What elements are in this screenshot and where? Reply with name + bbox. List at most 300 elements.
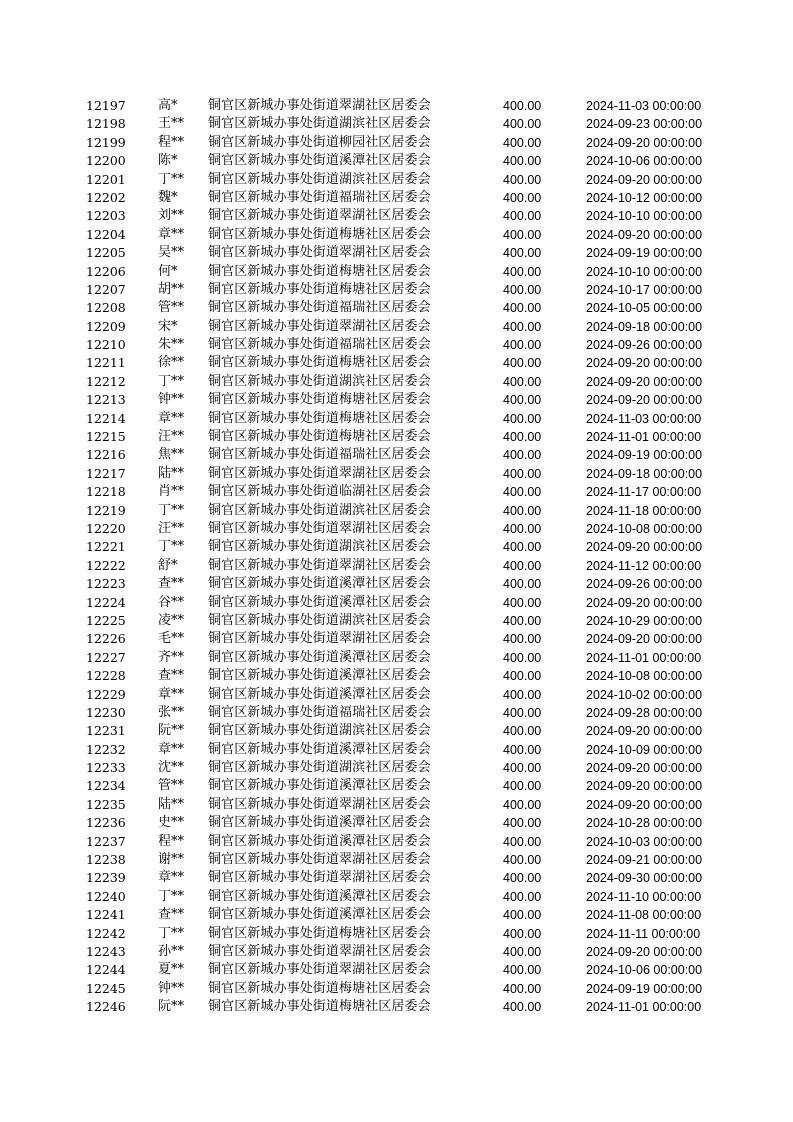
record-id: 12208 [86, 300, 126, 316]
issue-date: 2024-10-17 00:00:00 [586, 282, 703, 297]
record-id: 12227 [86, 649, 126, 665]
community-committee: 铜官区新城办事处街道翠湖社区居委会 [208, 631, 431, 647]
recipient-name: 齐** [158, 649, 185, 665]
issue-date: 2024-11-10 00:00:00 [586, 889, 702, 904]
community-committee: 铜官区新城办事处街道梅塘社区居委会 [208, 281, 431, 297]
amount: 400.00 [503, 908, 542, 923]
table-row [0, 318, 793, 336]
amount: 400.00 [503, 190, 542, 205]
amount: 400.00 [503, 613, 542, 628]
amount: 400.00 [503, 135, 542, 150]
table-row [0, 980, 793, 998]
table-row [0, 814, 793, 832]
record-id: 12228 [86, 668, 126, 684]
record-id: 12201 [86, 171, 126, 187]
amount: 400.00 [503, 117, 542, 132]
amount: 400.00 [503, 319, 542, 334]
table-row [0, 428, 793, 446]
table-row [0, 97, 793, 115]
community-committee: 铜官区新城办事处街道翠湖社区居委会 [208, 962, 431, 978]
amount: 400.00 [503, 669, 542, 684]
table-row [0, 557, 793, 575]
table-row [0, 189, 793, 207]
table-row [0, 502, 793, 520]
amount: 400.00 [503, 558, 542, 573]
table-row [0, 171, 793, 189]
issue-date: 2024-10-28 00:00:00 [586, 816, 703, 831]
community-committee: 铜官区新城办事处街道湖滨社区居委会 [208, 502, 431, 518]
table-row [0, 612, 793, 630]
issue-date: 2024-09-19 00:00:00 [586, 246, 703, 261]
community-committee: 铜官区新城办事处街道翠湖社区居委会 [208, 245, 431, 261]
issue-date: 2024-11-17 00:00:00 [586, 485, 702, 500]
amount: 400.00 [503, 430, 542, 445]
record-id: 12216 [86, 447, 126, 463]
issue-date: 2024-11-03 00:00:00 [586, 411, 702, 426]
recipient-name: 丁** [158, 925, 185, 941]
table-row [0, 722, 793, 740]
community-committee: 铜官区新城办事处街道临湖社区居委会 [208, 484, 431, 500]
table-row [0, 336, 793, 354]
issue-date: 2024-09-20 00:00:00 [586, 172, 703, 187]
recipient-name: 谷** [158, 594, 185, 610]
table-row [0, 869, 793, 887]
table-row [0, 465, 793, 483]
table-row [0, 299, 793, 317]
community-committee: 铜官区新城办事处街道福瑞社区居委会 [208, 189, 431, 205]
issue-date: 2024-11-12 00:00:00 [586, 558, 702, 573]
issue-date: 2024-09-23 00:00:00 [586, 117, 703, 132]
community-committee: 铜官区新城办事处街道溪潭社区居委会 [208, 907, 431, 923]
table-row [0, 115, 793, 133]
record-id: 12198 [86, 116, 126, 132]
record-id: 12207 [86, 281, 126, 297]
recipient-name: 管** [158, 778, 185, 794]
record-id: 12231 [86, 723, 126, 739]
community-committee: 铜官区新城办事处街道溪潭社区居委会 [208, 815, 431, 831]
issue-date: 2024-09-20 00:00:00 [586, 540, 703, 555]
amount: 400.00 [503, 797, 542, 812]
issue-date: 2024-09-20 00:00:00 [586, 797, 703, 812]
amount: 400.00 [503, 356, 542, 371]
record-id: 12212 [86, 373, 126, 389]
community-committee: 铜官区新城办事处街道梅塘社区居委会 [208, 925, 431, 941]
amount: 400.00 [503, 779, 542, 794]
recipient-name: 朱** [158, 337, 185, 353]
recipient-name: 查** [158, 576, 185, 592]
record-id: 12202 [86, 189, 126, 205]
record-id: 12218 [86, 484, 126, 500]
issue-date: 2024-09-20 00:00:00 [586, 632, 703, 647]
recipient-name: 刘** [158, 208, 185, 224]
recipient-name: 丁** [158, 373, 185, 389]
community-committee: 铜官区新城办事处街道溪潭社区居委会 [208, 668, 431, 684]
community-committee: 铜官区新城办事处街道梅塘社区居委会 [208, 410, 431, 426]
table-row [0, 667, 793, 685]
table-row [0, 263, 793, 281]
record-id: 12237 [86, 833, 126, 849]
amount: 400.00 [503, 595, 542, 610]
community-committee: 铜官区新城办事处街道翠湖社区居委会 [208, 318, 431, 334]
recipient-name: 毛** [158, 631, 185, 647]
recipient-name: 陆** [158, 465, 185, 481]
issue-date: 2024-11-18 00:00:00 [586, 503, 702, 518]
record-id: 12197 [86, 98, 126, 113]
record-id: 12204 [86, 226, 126, 242]
recipient-name: 章** [158, 410, 185, 426]
amount: 400.00 [503, 227, 542, 242]
community-committee: 铜官区新城办事处街道翠湖社区居委会 [208, 208, 431, 224]
community-committee: 铜官区新城办事处街道溪潭社区居委会 [208, 888, 431, 904]
issue-date: 2024-09-19 00:00:00 [586, 981, 703, 996]
community-committee: 铜官区新城办事处街道湖滨社区居委会 [208, 373, 431, 389]
recipient-name: 胡** [158, 281, 185, 297]
recipient-name: 王** [158, 116, 185, 132]
recipient-name: 谢** [158, 852, 185, 868]
issue-date: 2024-11-08 00:00:00 [586, 908, 702, 923]
table-row [0, 226, 793, 244]
issue-date: 2024-10-10 00:00:00 [586, 264, 703, 279]
record-id: 12238 [86, 852, 126, 868]
community-committee: 铜官区新城办事处街道溪潭社区居委会 [208, 594, 431, 610]
amount: 400.00 [503, 503, 542, 518]
community-committee: 铜官区新城办事处街道溪潭社区居委会 [208, 741, 431, 757]
amount: 400.00 [503, 521, 542, 536]
recipient-name: 徐** [158, 355, 185, 371]
issue-date: 2024-10-08 00:00:00 [586, 521, 703, 536]
table-row [0, 446, 793, 464]
recipient-name: 夏** [158, 962, 185, 978]
record-id: 12246 [86, 999, 126, 1015]
community-committee: 铜官区新城办事处街道梅塘社区居委会 [208, 355, 431, 371]
recipient-name: 汪** [158, 520, 185, 536]
issue-date: 2024-09-21 00:00:00 [586, 853, 703, 868]
issue-date: 2024-09-20 00:00:00 [586, 356, 703, 371]
table-row [0, 630, 793, 648]
record-id: 12236 [86, 815, 126, 831]
issue-date: 2024-09-20 00:00:00 [586, 779, 703, 794]
issue-date: 2024-09-19 00:00:00 [586, 448, 703, 463]
record-id: 12232 [86, 741, 126, 757]
recipient-name: 史** [158, 815, 185, 831]
amount: 400.00 [503, 209, 542, 224]
recipient-name: 张** [158, 704, 185, 720]
recipient-name: 章** [158, 870, 185, 886]
recipient-name: 舒* [158, 557, 178, 573]
recipient-name: 阮** [158, 723, 185, 739]
amount: 400.00 [503, 264, 542, 279]
table-row [0, 281, 793, 299]
record-id: 12243 [86, 943, 126, 959]
record-id: 12245 [86, 980, 126, 996]
recipient-name: 魏* [158, 189, 178, 205]
table-row [0, 833, 793, 851]
amount: 400.00 [503, 889, 542, 904]
recipient-name: 丁** [158, 502, 185, 518]
amount: 400.00 [503, 963, 542, 978]
recipient-name: 查** [158, 668, 185, 684]
record-id: 12211 [86, 355, 126, 371]
record-id: 12221 [86, 539, 126, 555]
community-committee: 铜官区新城办事处街道梅塘社区居委会 [208, 226, 431, 242]
amount: 400.00 [503, 742, 542, 757]
recipient-name: 钟** [158, 980, 185, 996]
record-id: 12242 [86, 925, 126, 941]
table-row [0, 575, 793, 593]
record-list [0, 97, 793, 1017]
record-id: 12222 [86, 557, 126, 573]
community-committee: 铜官区新城办事处街道翠湖社区居委会 [208, 870, 431, 886]
amount: 400.00 [503, 246, 542, 261]
community-committee: 铜官区新城办事处街道溪潭社区居委会 [208, 686, 431, 702]
record-id: 12215 [86, 429, 126, 445]
recipient-name: 吴** [158, 245, 185, 261]
table-row [0, 483, 793, 501]
community-committee: 铜官区新城办事处街道梅塘社区居委会 [208, 263, 431, 279]
issue-date: 2024-09-20 00:00:00 [586, 944, 703, 959]
record-id: 12230 [86, 704, 126, 720]
record-id: 12234 [86, 778, 126, 794]
table-row [0, 649, 793, 667]
amount: 400.00 [503, 577, 542, 592]
community-committee: 铜官区新城办事处街道柳园社区居委会 [208, 134, 431, 150]
issue-date: 2024-10-29 00:00:00 [586, 613, 703, 628]
community-committee: 铜官区新城办事处街道湖滨社区居委会 [208, 171, 431, 187]
community-committee: 铜官区新城办事处街道溪潭社区居委会 [208, 576, 431, 592]
issue-date: 2024-10-08 00:00:00 [586, 669, 703, 684]
issue-date: 2024-10-06 00:00:00 [586, 154, 703, 169]
record-id: 12226 [86, 631, 126, 647]
record-id: 12200 [86, 153, 126, 169]
amount: 400.00 [503, 374, 542, 389]
issue-date: 2024-09-20 00:00:00 [586, 393, 703, 408]
community-committee: 铜官区新城办事处街道湖滨社区居委会 [208, 760, 431, 776]
table-row [0, 594, 793, 612]
issue-date: 2024-09-20 00:00:00 [586, 227, 703, 242]
amount: 400.00 [503, 1000, 542, 1015]
amount: 400.00 [503, 282, 542, 297]
amount: 400.00 [503, 411, 542, 426]
amount: 400.00 [503, 448, 542, 463]
record-id: 12214 [86, 410, 126, 426]
record-id: 12224 [86, 594, 126, 610]
recipient-name: 程** [158, 833, 185, 849]
table-row [0, 686, 793, 704]
record-id: 12219 [86, 502, 126, 518]
recipient-name: 丁** [158, 888, 185, 904]
record-id: 12223 [86, 576, 126, 592]
amount: 400.00 [503, 834, 542, 849]
issue-date: 2024-09-20 00:00:00 [586, 374, 703, 389]
table-row [0, 152, 793, 170]
amount: 400.00 [503, 172, 542, 187]
amount: 400.00 [503, 981, 542, 996]
table-row [0, 741, 793, 759]
amount: 400.00 [503, 338, 542, 353]
table-row [0, 851, 793, 869]
record-id: 12220 [86, 520, 126, 536]
recipient-name: 孙** [158, 943, 185, 959]
issue-date: 2024-11-01 00:00:00 [586, 430, 702, 445]
table-row [0, 538, 793, 556]
amount: 400.00 [503, 687, 542, 702]
record-id: 12239 [86, 870, 126, 886]
issue-date: 2024-11-03 00:00:00 [586, 99, 702, 113]
recipient-name: 陆** [158, 796, 185, 812]
issue-date: 2024-09-18 00:00:00 [586, 319, 703, 334]
recipient-name: 汪** [158, 429, 185, 445]
amount: 400.00 [503, 466, 542, 481]
table-row [0, 244, 793, 262]
amount: 400.00 [503, 926, 542, 941]
record-id: 12229 [86, 686, 126, 702]
record-id: 12206 [86, 263, 126, 279]
recipient-name: 钟** [158, 392, 185, 408]
issue-date: 2024-09-30 00:00:00 [586, 871, 703, 886]
recipient-name: 凌** [158, 612, 185, 628]
community-committee: 铜官区新城办事处街道翠湖社区居委会 [208, 943, 431, 959]
table-row [0, 373, 793, 391]
issue-date: 2024-10-09 00:00:00 [586, 742, 703, 757]
recipient-name: 肖** [158, 484, 185, 500]
community-committee: 铜官区新城办事处街道梅塘社区居委会 [208, 980, 431, 996]
community-committee: 铜官区新城办事处街道福瑞社区居委会 [208, 704, 431, 720]
issue-date: 2024-10-05 00:00:00 [586, 301, 703, 316]
table-row [0, 777, 793, 795]
table-row [0, 943, 793, 961]
amount: 400.00 [503, 540, 542, 555]
amount: 400.00 [503, 632, 542, 647]
table-row [0, 520, 793, 538]
issue-date: 2024-10-06 00:00:00 [586, 963, 703, 978]
issue-date: 2024-11-01 00:00:00 [586, 1000, 702, 1015]
recipient-name: 章** [158, 686, 185, 702]
record-id: 12233 [86, 760, 126, 776]
recipient-name: 程** [158, 134, 185, 150]
amount: 400.00 [503, 301, 542, 316]
record-id: 12210 [86, 337, 126, 353]
amount: 400.00 [503, 485, 542, 500]
recipient-name: 高* [158, 98, 178, 113]
amount: 400.00 [503, 816, 542, 831]
recipient-name: 章** [158, 226, 185, 242]
amount: 400.00 [503, 154, 542, 169]
recipient-name: 丁** [158, 171, 185, 187]
table-row [0, 888, 793, 906]
amount: 400.00 [503, 393, 542, 408]
issue-date: 2024-09-20 00:00:00 [586, 724, 703, 739]
table-row [0, 134, 793, 152]
table-row [0, 410, 793, 428]
amount: 400.00 [503, 705, 542, 720]
issue-date: 2024-09-28 00:00:00 [586, 705, 703, 720]
issue-date: 2024-10-12 00:00:00 [586, 190, 703, 205]
amount: 400.00 [503, 99, 542, 113]
community-committee: 铜官区新城办事处街道翠湖社区居委会 [208, 520, 431, 536]
recipient-name: 丁** [158, 539, 185, 555]
community-committee: 铜官区新城办事处街道梅塘社区居委会 [208, 392, 431, 408]
community-committee: 铜官区新城办事处街道溪潭社区居委会 [208, 153, 431, 169]
record-id: 12244 [86, 962, 126, 978]
table-row [0, 961, 793, 979]
table-row [0, 925, 793, 943]
issue-date: 2024-11-01 00:00:00 [586, 650, 702, 665]
record-id: 12205 [86, 245, 126, 261]
issue-date: 2024-09-20 00:00:00 [586, 761, 703, 776]
table-row [0, 391, 793, 409]
community-committee: 铜官区新城办事处街道溪潭社区居委会 [208, 778, 431, 794]
community-committee: 铜官区新城办事处街道翠湖社区居委会 [208, 557, 431, 573]
issue-date: 2024-10-10 00:00:00 [586, 209, 703, 224]
record-id: 12217 [86, 465, 126, 481]
table-row [0, 796, 793, 814]
recipient-name: 焦** [158, 447, 185, 463]
community-committee: 铜官区新城办事处街道湖滨社区居委会 [208, 539, 431, 555]
amount: 400.00 [503, 853, 542, 868]
issue-date: 2024-09-20 00:00:00 [586, 595, 703, 610]
recipient-name: 查** [158, 907, 185, 923]
table-row [0, 704, 793, 722]
recipient-name: 章** [158, 741, 185, 757]
table-row [0, 207, 793, 225]
record-id: 12209 [86, 318, 126, 334]
issue-date: 2024-10-03 00:00:00 [586, 834, 703, 849]
issue-date: 2024-10-02 00:00:00 [586, 687, 703, 702]
record-id: 12241 [86, 907, 126, 923]
recipient-name: 阮** [158, 999, 185, 1015]
amount: 400.00 [503, 761, 542, 776]
recipient-name: 管** [158, 300, 185, 316]
table-row [0, 906, 793, 924]
table-row [0, 998, 793, 1016]
community-committee: 铜官区新城办事处街道湖滨社区居委会 [208, 116, 431, 132]
community-committee: 铜官区新城办事处街道福瑞社区居委会 [208, 337, 431, 353]
amount: 400.00 [503, 944, 542, 959]
issue-date: 2024-09-18 00:00:00 [586, 466, 703, 481]
community-committee: 铜官区新城办事处街道梅塘社区居委会 [208, 429, 431, 445]
record-id: 12213 [86, 392, 126, 408]
amount: 400.00 [503, 724, 542, 739]
record-id: 12199 [86, 134, 126, 150]
amount: 400.00 [503, 650, 542, 665]
issue-date: 2024-09-20 00:00:00 [586, 135, 703, 150]
record-id: 12240 [86, 888, 126, 904]
community-committee: 铜官区新城办事处街道溪潭社区居委会 [208, 649, 431, 665]
community-committee: 铜官区新城办事处街道梅塘社区居委会 [208, 999, 431, 1015]
community-committee: 铜官区新城办事处街道湖滨社区居委会 [208, 612, 431, 628]
issue-date: 2024-09-26 00:00:00 [586, 577, 703, 592]
community-committee: 铜官区新城办事处街道湖滨社区居委会 [208, 723, 431, 739]
community-committee: 铜官区新城办事处街道溪潭社区居委会 [208, 833, 431, 849]
record-id: 12235 [86, 796, 126, 812]
recipient-name: 何* [158, 263, 178, 279]
community-committee: 铜官区新城办事处街道福瑞社区居委会 [208, 447, 431, 463]
recipient-name: 宋* [158, 318, 178, 334]
community-committee: 铜官区新城办事处街道翠湖社区居委会 [208, 852, 431, 868]
table-row [0, 354, 793, 372]
community-committee: 铜官区新城办事处街道福瑞社区居委会 [208, 300, 431, 316]
community-committee: 铜官区新城办事处街道翠湖社区居委会 [208, 98, 431, 113]
issue-date: 2024-09-26 00:00:00 [586, 338, 703, 353]
community-committee: 铜官区新城办事处街道翠湖社区居委会 [208, 465, 431, 481]
recipient-name: 陈* [158, 153, 178, 169]
record-id: 12225 [86, 612, 126, 628]
community-committee: 铜官区新城办事处街道翠湖社区居委会 [208, 796, 431, 812]
amount: 400.00 [503, 871, 542, 886]
table-row [0, 759, 793, 777]
record-id: 12203 [86, 208, 126, 224]
recipient-name: 沈** [158, 760, 185, 776]
